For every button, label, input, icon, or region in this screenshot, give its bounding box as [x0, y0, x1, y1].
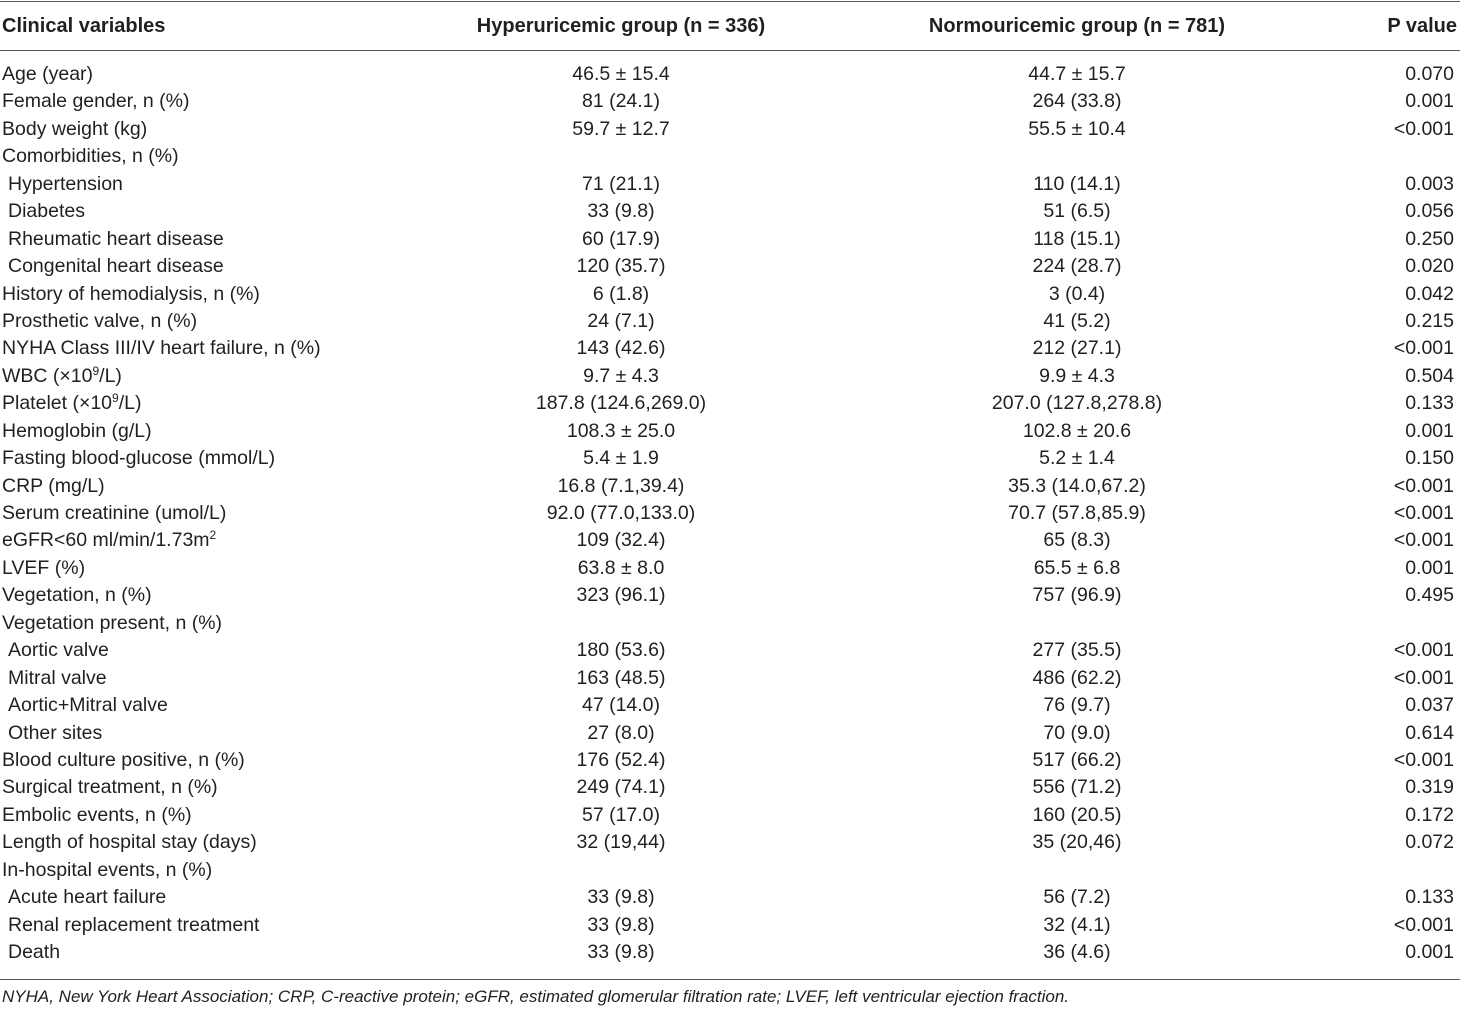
p-value: 0.037 — [1405, 694, 1454, 717]
normouricemic-value: 212 (27.1) — [1032, 337, 1122, 360]
hyperuricemic-value: 9.7 ± 4.3 — [583, 364, 659, 387]
table-row — [0, 582, 1460, 609]
hyperuricemic-value: 163 (48.5) — [576, 666, 666, 689]
row-label — [2, 390, 141, 417]
normouricemic-value: 44.7 ± 15.7 — [1028, 63, 1126, 85]
row-label-text: Hypertension — [8, 172, 123, 195]
row-label-text: WBC (×10 — [2, 364, 93, 387]
row-label — [2, 418, 152, 445]
normouricemic-value: 224 (28.7) — [1032, 255, 1122, 278]
header-hyperuricemic-group: Hyperuricemic group (n = 336) — [476, 15, 766, 37]
header-normouricemic-group: Normouricemic group (n = 781) — [928, 15, 1226, 37]
row-label-text: Comorbidities, n (%) — [2, 145, 179, 168]
normouricemic-value: 36 (4.6) — [1043, 941, 1111, 963]
row-label — [2, 363, 122, 390]
normouricemic-value: 5.2 ± 1.4 — [1039, 447, 1115, 470]
row-label — [2, 857, 212, 884]
row-label — [2, 445, 275, 472]
row-label-text: In-hospital events, n (%) — [2, 858, 213, 881]
row-label-text: Vegetation, n (%) — [2, 584, 152, 607]
row-label — [2, 61, 93, 88]
table-row — [0, 610, 1460, 637]
row-label-superscript: 9 — [92, 363, 100, 378]
row-label — [8, 226, 224, 253]
table-header-rule — [0, 50, 1460, 51]
table-row — [0, 253, 1460, 280]
p-value: 0.070 — [1405, 63, 1454, 85]
table-row — [0, 774, 1460, 801]
hyperuricemic-value: 187.8 (124.6,269.0) — [535, 392, 707, 415]
row-label-text: Length of hospital stay (days) — [2, 831, 257, 854]
p-value: 0.133 — [1405, 886, 1454, 909]
normouricemic-value: 556 (71.2) — [1032, 776, 1122, 799]
hyperuricemic-value: 143 (42.6) — [576, 337, 666, 360]
normouricemic-value: 102.8 ± 20.6 — [1022, 419, 1132, 442]
row-label-text: Fasting blood-glucose (mmol/L) — [2, 447, 276, 470]
table-row — [0, 500, 1460, 527]
normouricemic-value: 41 (5.2) — [1043, 309, 1111, 332]
hyperuricemic-value: 33 (9.8) — [587, 200, 655, 223]
table-row — [0, 418, 1460, 445]
row-label-text: Embolic events, n (%) — [2, 803, 192, 826]
row-label-text: Body weight (kg) — [2, 117, 148, 140]
row-label — [8, 692, 168, 719]
row-label-text: Prosthetic valve, n (%) — [2, 309, 198, 332]
normouricemic-value: 264 (33.8) — [1032, 90, 1122, 113]
p-value: <0.001 — [1393, 529, 1454, 552]
p-value: 0.020 — [1405, 255, 1454, 278]
normouricemic-value: 65.5 ± 6.8 — [1033, 556, 1121, 579]
row-label-text: Serum creatinine (umol/L) — [2, 502, 227, 524]
row-label-text: Renal replacement treatment — [8, 913, 260, 936]
row-label — [2, 500, 226, 527]
p-value: 0.319 — [1405, 776, 1454, 799]
normouricemic-value: 55.5 ± 10.4 — [1028, 117, 1126, 140]
row-label-text: Rheumatic heart disease — [8, 227, 224, 250]
table-row — [0, 226, 1460, 253]
row-label-text: Surgical treatment, n (%) — [2, 776, 218, 799]
table-row — [0, 665, 1460, 692]
hyperuricemic-value: 57 (17.0) — [581, 803, 661, 826]
normouricemic-value: 3 (0.4) — [1048, 282, 1106, 305]
row-label-text: Hemoglobin (g/L) — [2, 419, 152, 442]
hyperuricemic-value: 60 (17.9) — [581, 227, 661, 250]
row-label-text: Vegetation present, n (%) — [2, 611, 223, 634]
row-label — [8, 637, 109, 664]
row-label — [2, 555, 85, 582]
row-label — [2, 802, 192, 829]
hyperuricemic-value: 59.7 ± 12.7 — [572, 117, 670, 140]
row-label-text: Aortic+Mitral valve — [8, 694, 168, 717]
row-label-suffix: /L) — [99, 364, 122, 387]
normouricemic-value: 70 (9.0) — [1043, 721, 1111, 744]
p-value: 0.215 — [1405, 309, 1454, 332]
row-label — [2, 829, 257, 856]
p-value: <0.001 — [1393, 639, 1454, 662]
p-value: <0.001 — [1393, 502, 1454, 524]
row-label — [8, 884, 166, 911]
table-body — [0, 61, 1460, 966]
normouricemic-value: 35 (20,46) — [1032, 831, 1122, 854]
hyperuricemic-value: 46.5 ± 15.4 — [572, 63, 670, 85]
row-label — [2, 281, 260, 308]
row-label — [2, 143, 179, 170]
table-top-rule — [0, 1, 1460, 2]
table-bottom-rule — [0, 979, 1460, 980]
row-label — [2, 747, 245, 774]
row-label-text: Mitral valve — [8, 666, 107, 689]
hyperuricemic-value: 81 (24.1) — [581, 90, 661, 113]
normouricemic-value: 9.9 ± 4.3 — [1039, 364, 1115, 387]
header-p-value: P value — [1387, 15, 1457, 37]
row-label — [8, 171, 123, 198]
hyperuricemic-value: 32 (19,44) — [576, 831, 666, 854]
p-value: 0.150 — [1405, 447, 1454, 470]
row-label-text: Blood culture positive, n (%) — [2, 748, 245, 771]
hyperuricemic-value: 71 (21.1) — [581, 172, 661, 195]
hyperuricemic-value: 27 (8.0) — [587, 721, 655, 744]
normouricemic-value: 486 (62.2) — [1032, 666, 1122, 689]
p-value: <0.001 — [1393, 337, 1454, 360]
hyperuricemic-value: 16.8 (7.1,39.4) — [557, 474, 685, 497]
p-value: 0.495 — [1405, 584, 1454, 607]
table-row — [0, 281, 1460, 308]
hyperuricemic-value: 33 (9.8) — [587, 941, 655, 963]
table-row — [0, 857, 1460, 884]
table-row — [0, 692, 1460, 719]
table-row — [0, 308, 1460, 335]
p-value: 0.001 — [1405, 556, 1454, 579]
table-row — [0, 171, 1460, 198]
table-row — [0, 637, 1460, 664]
row-label-text: CRP (mg/L) — [2, 474, 105, 497]
row-label — [8, 198, 85, 225]
table-row — [0, 61, 1460, 88]
normouricemic-value: 35.3 (14.0,67.2) — [1008, 474, 1146, 497]
normouricemic-value: 110 (14.1) — [1033, 172, 1121, 195]
table-row — [0, 390, 1460, 417]
hyperuricemic-value: 33 (9.8) — [587, 886, 655, 909]
p-value: 0.001 — [1405, 90, 1454, 113]
p-value: 0.614 — [1405, 721, 1454, 744]
row-label-text: NYHA Class III/IV heart failure, n (%) — [2, 337, 321, 360]
row-label — [2, 774, 218, 801]
row-label-text: eGFR<60 ml/min/1.73m — [2, 529, 210, 552]
row-label-text: Other sites — [8, 721, 103, 744]
table-row — [0, 747, 1460, 774]
hyperuricemic-value: 109 (32.4) — [576, 529, 666, 552]
hyperuricemic-value: 176 (52.4) — [576, 748, 666, 771]
row-label-text: Acute heart failure — [8, 886, 167, 909]
table-row — [0, 802, 1460, 829]
row-label — [8, 939, 60, 966]
p-value: 0.133 — [1405, 392, 1454, 415]
row-label — [8, 912, 259, 939]
p-value: <0.001 — [1393, 666, 1454, 689]
normouricemic-value: 207.0 (127.8,278.8) — [991, 392, 1163, 415]
normouricemic-value: 56 (7.2) — [1043, 886, 1111, 909]
normouricemic-value: 32 (4.1) — [1043, 913, 1111, 936]
table-row — [0, 143, 1460, 170]
row-label-text: Congenital heart disease — [8, 255, 224, 278]
row-label — [8, 720, 102, 747]
normouricemic-value: 118 (15.1) — [1033, 227, 1121, 250]
row-label-suffix: /L) — [118, 392, 142, 415]
hyperuricemic-value: 249 (74.1) — [576, 776, 666, 799]
table-row — [0, 473, 1460, 500]
table-row — [0, 363, 1460, 390]
normouricemic-value: 277 (35.5) — [1032, 639, 1122, 662]
p-value: 0.042 — [1405, 282, 1454, 305]
row-label — [2, 610, 222, 637]
hyperuricemic-value: 180 (53.6) — [576, 639, 666, 662]
hyperuricemic-value: 5.4 ± 1.9 — [583, 447, 659, 470]
table-row — [0, 116, 1460, 143]
header-clinical-variables: Clinical variables — [2, 15, 166, 37]
p-value: 0.250 — [1405, 227, 1454, 250]
row-label — [8, 665, 107, 692]
p-value: <0.001 — [1393, 474, 1454, 497]
row-label-text: History of hemodialysis, n (%) — [2, 282, 260, 305]
p-value: 0.056 — [1405, 200, 1454, 223]
hyperuricemic-value: 63.8 ± 8.0 — [577, 556, 665, 579]
table-row — [0, 829, 1460, 856]
table-row — [0, 88, 1460, 115]
row-label-text: Aortic valve — [8, 639, 109, 662]
row-label-text: Diabetes — [8, 200, 85, 223]
hyperuricemic-value: 24 (7.1) — [587, 309, 655, 332]
p-value: 0.504 — [1405, 364, 1454, 387]
normouricemic-value: 65 (8.3) — [1043, 529, 1111, 552]
table-row — [0, 555, 1460, 582]
hyperuricemic-value: 120 (35.7) — [576, 255, 666, 278]
normouricemic-value: 160 (20.5) — [1032, 803, 1122, 826]
hyperuricemic-value: 47 (14.0) — [581, 694, 661, 717]
p-value: 0.001 — [1405, 941, 1454, 963]
p-value: <0.001 — [1393, 117, 1454, 140]
normouricemic-value: 76 (9.7) — [1043, 694, 1111, 717]
hyperuricemic-value: 108.3 ± 25.0 — [566, 419, 676, 442]
row-label-superscript: 2 — [209, 528, 217, 543]
table-row — [0, 527, 1460, 554]
table-row — [0, 720, 1460, 747]
hyperuricemic-value: 33 (9.8) — [587, 913, 655, 936]
row-label — [2, 88, 190, 115]
row-label — [2, 473, 105, 500]
table-row — [0, 198, 1460, 225]
normouricemic-value: 517 (66.2) — [1032, 748, 1122, 771]
table-row — [0, 912, 1460, 939]
p-value: 0.003 — [1405, 172, 1454, 195]
table-row — [0, 939, 1460, 966]
table-row — [0, 445, 1460, 472]
hyperuricemic-value: 6 (1.8) — [592, 282, 650, 305]
hyperuricemic-value: 323 (96.1) — [576, 584, 666, 607]
table-row — [0, 884, 1460, 911]
table-footnote: NYHA, New York Heart Association; CRP, C-reactive protein; eGFR, estimated glomerular filtration rate; LVEF, left ventricular ejection fraction. — [2, 987, 1070, 1006]
normouricemic-value: 70.7 (57.8,85.9) — [1008, 502, 1146, 524]
normouricemic-value: 757 (96.9) — [1032, 584, 1122, 607]
p-value: 0.172 — [1405, 803, 1454, 826]
row-label-text: Age (year) — [2, 63, 94, 85]
row-label — [2, 527, 216, 554]
hyperuricemic-value: 92.0 (77.0,133.0) — [546, 502, 696, 524]
row-label — [2, 308, 197, 335]
row-label — [2, 335, 321, 362]
row-label — [2, 582, 152, 609]
normouricemic-value: 51 (6.5) — [1043, 200, 1111, 223]
table-row — [0, 335, 1460, 362]
p-value: 0.001 — [1405, 419, 1454, 442]
p-value: <0.001 — [1393, 748, 1454, 771]
row-label-text: Platelet (×10 — [2, 392, 113, 415]
row-label-text: Female gender, n (%) — [2, 90, 190, 113]
p-value: <0.001 — [1393, 913, 1454, 936]
row-label-text: Death — [8, 941, 61, 963]
row-label-superscript: 9 — [112, 391, 119, 406]
row-label — [2, 116, 147, 143]
row-label-text: LVEF (%) — [2, 556, 86, 579]
p-value: 0.072 — [1405, 831, 1454, 854]
row-label — [8, 253, 224, 280]
